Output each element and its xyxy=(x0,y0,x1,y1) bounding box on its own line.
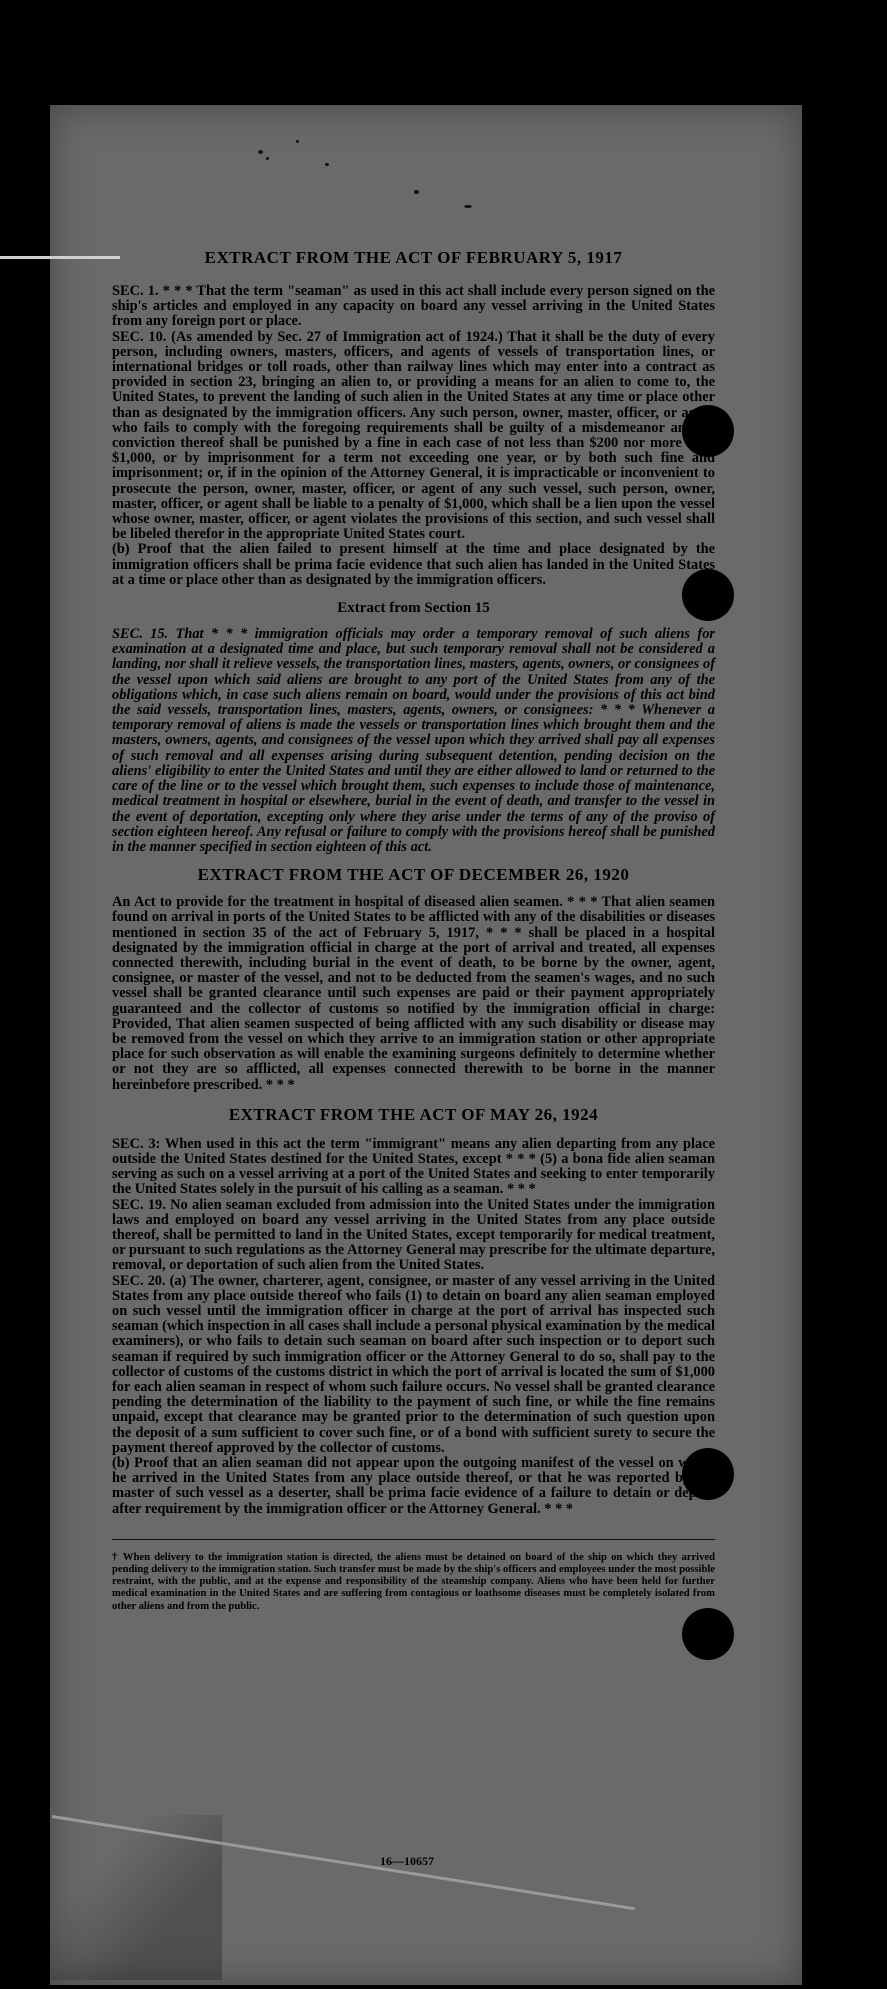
section-10b-paragraph: (b) Proof that the alien failed to present himself at the time and place designated by the immigration officers shall be prima facie evidence that such alien has landed in the United States at a time or place other than as designated by the immigration officers. xyxy=(112,541,715,588)
scan-edge-line xyxy=(0,256,120,259)
heading-act-december-1920: EXTRACT FROM THE ACT OF DECEMBER 26, 1920 xyxy=(197,865,630,885)
section-19-paragraph: SEC. 19. No alien seaman excluded from admission into the United States under the immigration laws and employed on board any vessel arriving in the United States from any place outside thereof, shall be permitted to land in the United States, except temporarily for medical treatment, or pursuant to such regulations as the Attorney General may prescribe for the ultimate departure, removal, or deportation of such alien from the United States. xyxy=(112,1196,715,1274)
section-10-paragraph: SEC. 10. (As amended by Sec. 27 of Immigration act of 1924.) That it shall be the duty of every person, including owners, masters, officers, and agents of vessels of transportation lines, or international bridges or toll roads, other than railway lines which may enter into a contract as provided in section 23, bringing an alien to, or providing a means for an alien to come to, the United States, to prevent the landing of such alien in the United States at any time or place other than as designated by the immigration officers. Any such person, owner, master, officer, or agent who fails to comply with the foregoing requirements shall be guilty of a misdemeanor and on conviction thereof shall be punished by a fine in each case of not less than $200 nor more than $1,000, or by imprisonment for a term not exceeding one year, or by both such fine and imprisonment; or, if in the opinion of the Attorney General, it is impracticable or inconvenient to prosecute the person, owner, master, officer, or agent of any such vessel, such person, owner, master, officer, or agent shall be liable to a penalty of $1,000, which shall be a lien upon the vessel whose owner, master, officer, or agent violates the provisions of this section, and such vessel shall be libeled therefor in the appropriate United States court. xyxy=(112,328,715,543)
act-1920-paragraph: An Act to provide for the treatment in hospital of diseased alien seamen. * * * That alien seamen found on arrival in ports of the United States to be afflicted with any of the disabilities or diseases mentioned in section 35 of the act of February 5, 1917, * * * shall be placed in a hospital designated by the immigration official in charge at the port of arrival and treated, all expenses connected therewith, including burial in the event of death, to be borne by the owner, agent, consignee, or master of the vessel, and not to be deducted from the seamen's wages, and no such vessel shall be granted clearance until such expenses are paid or their payment appropriately guaranteed and the collector of customs so notified by the immigration official in charge: Provided, That alien seamen suspected of being afflicted with any such disability or disease may be removed from the vessel on which they arrive to an immigration station or other appropriate place for such observation as will enable the examining surgeons definitely to determine whether or not they are so afflicted, all expenses connected therewith to be borne in the manner hereinbefore prescribed. * * * xyxy=(112,894,715,1093)
section-3-paragraph: SEC. 3: When used in this act the term "immigrant" means any alien departing from any place outside the United States destined for the United States, except * * * (5) a bona fide alien seaman serving as such on a vessel arriving at a port of the United States and seeking to enter temporarily the United States solely in the pursuit of his calling as a seaman. * * * xyxy=(112,1135,715,1198)
heading-act-may-1924: EXTRACT FROM THE ACT OF MAY 26, 1924 xyxy=(228,1104,599,1124)
heading-act-february-1917: EXTRACT FROM THE ACT OF FEBRUARY 5, 1917 xyxy=(204,248,623,267)
document-body xyxy=(112,248,715,1613)
section-20-paragraph: SEC. 20. (a) The owner, charterer, agent, consignee, or master of any vessel arriving in the United States from any place outside thereof who fails (1) to detain on board any alien seaman employed on such vessel until the immigration officer in charge at the port of arrival has inspected such seaman (which inspection in all cases shall include a personal physical examination by the medical examiners), or who fails to detain such seaman on board after such inspection or to deport such seaman if required by such immigration officer or the Attorney General to do so, shall pay to the collector of customs of the customs district in which the port of arrival is located the sum of $1,000 for each alien seaman in respect of whom such failure occurs. No vessel shall be granted clearance pending the determination of the liability to the payment of such fine, or while the fine remains unpaid, except that clearance may be granted prior to the determination of such question upon the deposit of a sum sufficient to cover such fine, or of a bond with sufficient surety to secure the payment thereof approved by the collector of customs. xyxy=(112,1272,715,1456)
section-1-paragraph: SEC. 1. * * * That the term "seaman" as used in this act shall include every person signed on the ship's articles and employed in any capacity on board any vessel arriving in the United States from any foreign port or place. xyxy=(112,283,715,330)
section-15-paragraph: SEC. 15. That * * * immigration officials may order a temporary removal of such aliens for examination at a designated time and place, but such temporary removal shall not be considered a landing, nor shall it relieve vessels, the transportation lines, masters, agents, owners, or consignees of the vessel upon which said aliens are brought to any port of the United States from any of the obligations which, in case such aliens remain on board, would under the provisions of this act bind the said vessels, transportation lines, masters, agents, owners, or consignees: * * * Whenever a temporary removal of aliens is made the vessels or transportation lines which brought them and the masters, owners, agents, and consignees of the vessel upon which they arrived shall pay all expenses of such removal and all expenses arising during subsequent detention, pending decision on the aliens' eligibility to enter the United States and until they are either allowed to land or returned to the care of the line or to the vessel which brought them, such expenses to include those of maintenance, medical treatment in hospital or elsewhere, burial in the event of death, and transfer to the vessel in the event of deportation, excepting only where they arise under the terms of any of the proviso of section eighteen hereof. Any refusal or failure to comply with the provisions hereof shall be punished in the manner specified in section eighteen of this act. xyxy=(112,626,715,855)
footnote-divider xyxy=(112,1539,715,1540)
heading-extract-section-15: Extract from Section 15 xyxy=(337,600,490,617)
punch-hole-4 xyxy=(682,1608,734,1660)
section-20b-paragraph: (b) Proof that an alien seaman did not appear upon the outgoing manifest of the vessel on which he arrived in the United States from any place outside thereof, or that he was reported by the master of such vessel as a deserter, shall be prima facie evidence of a failure to detain or deport after requirement by the immigration officer or the Attorney General. * * * xyxy=(112,1455,715,1517)
form-number: 16—10657 xyxy=(380,1854,434,1868)
footnote: † When delivery to the immigration station is directed, the aliens must be detained on board of the ship on which they arrived pending delivery to the immigration station. Such transfer must be made by the ship's officers and employees under the most possible restraint, with the public, and at the expense and responsibility of the steamship company. Aliens who have been held for further medical examination in the United States and are suffering from contagious or loathsome diseases must be completely isolated from other aliens and from the public. xyxy=(112,1551,715,1612)
